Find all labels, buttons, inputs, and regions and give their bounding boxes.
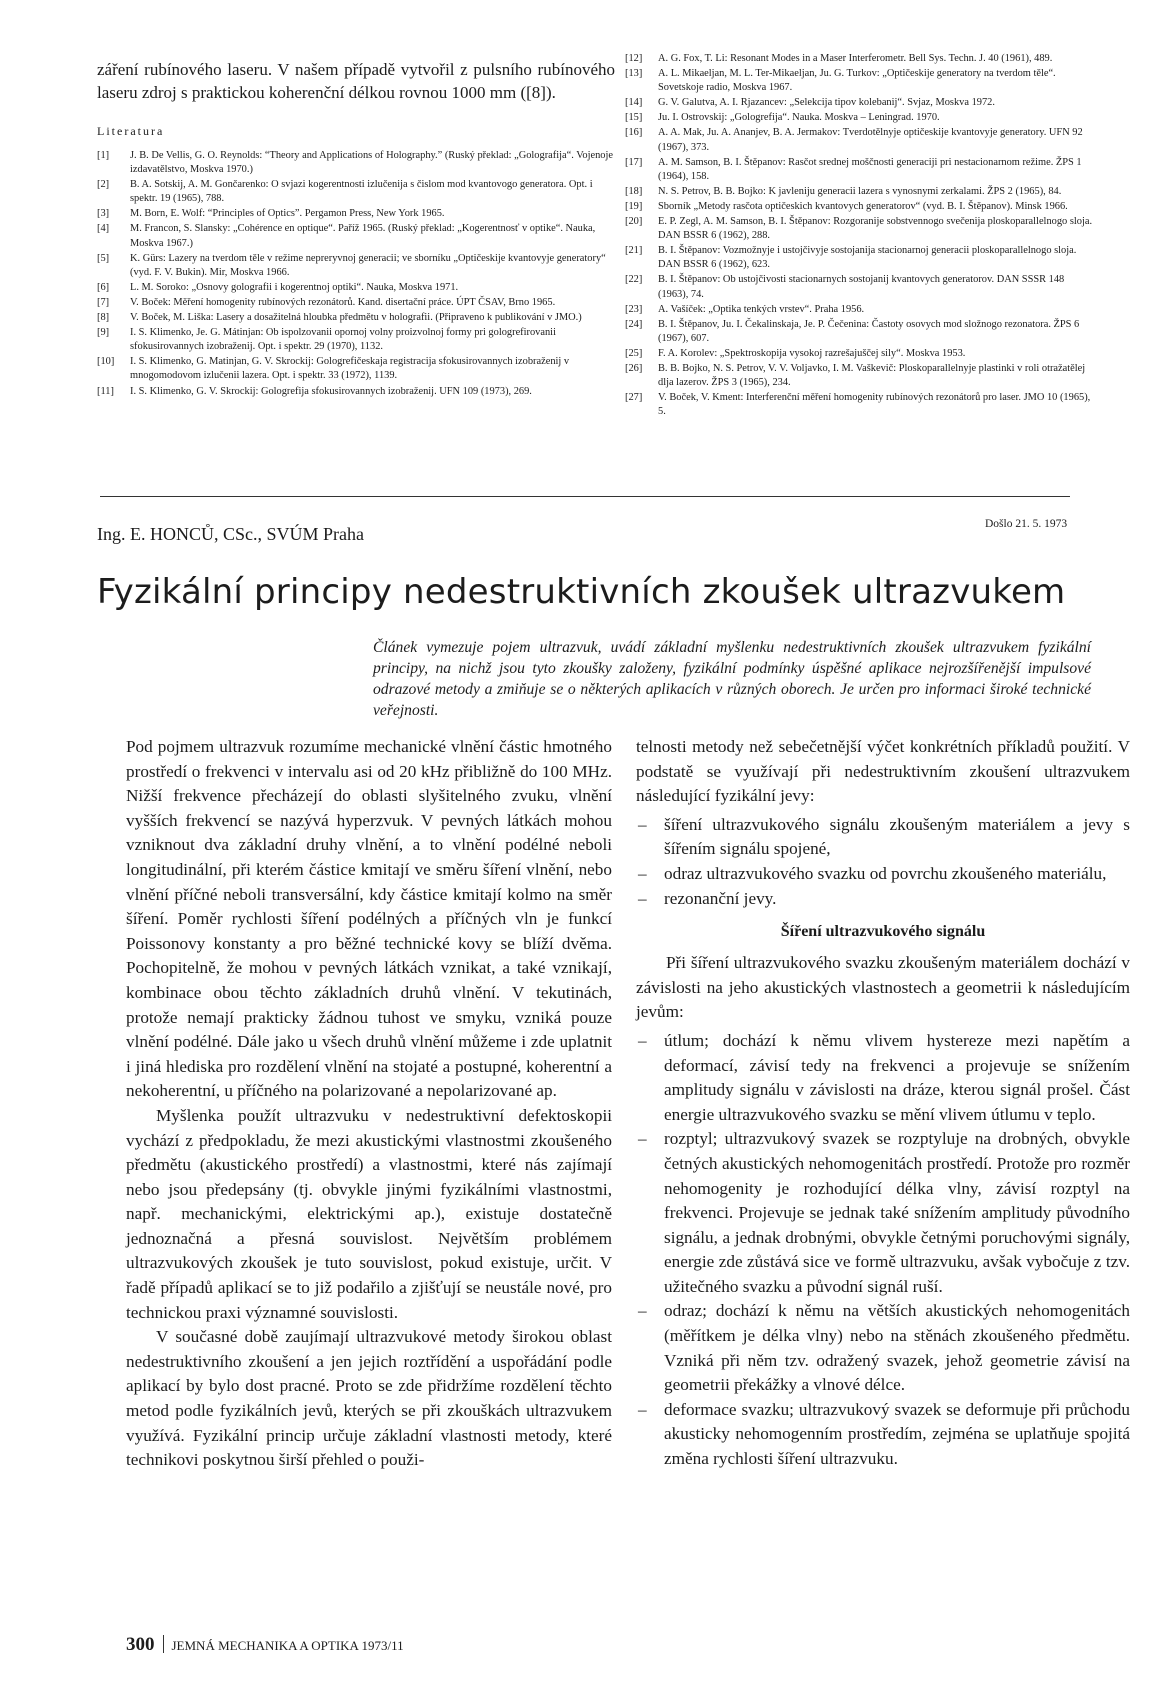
list-item	[636, 862, 1130, 887]
reference-item	[97, 296, 615, 310]
reference-text: V. Boček, V. Kment: Interferenční měření homogenity rubínových rezonátorů pro laser. JMO 10 (1965), 5.	[658, 392, 1091, 418]
reference-number: [4]	[97, 223, 110, 235]
reference-number: [8]	[97, 312, 110, 324]
reference-text: A. G. Fox, T. Li: Resonant Modes in a Maser Interferometr. Bell Sys. Techn. J. 40 (1961), 489.	[658, 53, 1053, 64]
reference-item	[625, 318, 1095, 346]
reference-item	[625, 244, 1095, 272]
page-footer	[126, 1634, 404, 1656]
reference-number: [9]	[97, 327, 110, 339]
reference-text: K. Gürs: Lazery na tverdom těle v režime nepreryvnoj generacii; ve sborníku „Optičeskije kvantovyje generatory“ (vyd. F. V. Bukin). Mir, Moskva 1966.	[130, 252, 606, 278]
footer-divider	[163, 1635, 164, 1653]
reference-item	[625, 362, 1095, 390]
bullet-dash: –	[638, 814, 647, 834]
reference-number: [10]	[97, 356, 115, 368]
reference-item	[625, 111, 1095, 125]
reference-item	[625, 156, 1095, 184]
body-paragraph: telnosti metody než sebečetnější výčet konkrétních příkladů použití. V podstatě se využívají při nedestruktivním zkoušení ultrazvukem následující fyzikální jevy:	[636, 737, 1130, 806]
page-number: 300	[126, 1634, 155, 1655]
bullet-dash: –	[638, 1301, 647, 1321]
reference-item	[625, 303, 1095, 317]
list-item-text: rozptyl; ultrazvukový svazek se rozptyluje na drobných, obvykle četných akustických nehomogenitách prostředí. Protože pro rozměr nehomogenity je rozhodující délka vlny, závisí rozptyl na frekvenci. Projevuje se jednak také snížením amplitudy původního signálu, a jednak drobnými, obvykle četnými poruchovými signály, energie zde zůstává sice ve formě ultrazvuku, avšak vybočuje z tzv. užitečného svazku a původní signál ruší.	[664, 1129, 1130, 1296]
reference-item	[97, 207, 615, 221]
reference-number: [18]	[625, 185, 643, 197]
reference-number: [7]	[97, 296, 110, 308]
body-paragraph: Pod pojmem ultrazvuk rozumíme mechanické vlnění částic hmotného prostředí o frekvenci v intervalu asi od 20 kHz přibližně do 100 MHz. Nižší frekvence přecházejí do oblasti slyšitelného zvuku, vlnění vyšších frekvencí se nazývá hyperzvuk. V pevných látkách mohou vzniknout dva základní druhy vlnění, a to vlnění podélné neboli longitudinální, při kterém částice kmitají ve směru šíření vlnění, nebo vlnění příčné neboli transversální, kdy částice kmitají kolmo na směr šíření. Poměr rychlosti šíření podélných a příčných vln je funkcí Poissonovy konstanty a pro běžné technické kovy se blíží dvěma. Pochopitelně, že mohou v pevných látkách vznikat, a také vznikají, kombinace obou těchto základních druhů vlnění. V tekutinách, protože nemají prakticky žádnou tuhost ve smyku, vzniká pouze vlnění podélné. Dále jako u všech druhů vlnění můžeme i zde uplatnit i jiná hlediska pro rozdělení vlnění na stojaté a postupné, koherentní a nekoherentní, u příčného na polarizované a nepolarizované ap.	[126, 737, 612, 1101]
body-paragraph: Myšlenka použít ultrazvuku v nedestruktivní defektoskopii vychází z předpokladu, že mezi akustickými vlastnostmi zkoušeného předmětu (akustického prostředí) a vlastnostmi, které nás zajímají nebo jsou předepsány (tj. obvykle jinými fyzikálními vlastnostmi, např. mechanickými, elektrickými ap.), existuje dostatečně jednoznačná a přesná souvislost. Největším problémem ultrazvukových zkoušek je tuto souvislost, pokud existuje, určit. V řadě případů aplikací se to již podařilo a zjišťují se neustále nové, pro technickou praxi významné souvislosti.	[126, 1105, 612, 1322]
list-item-text: odraz ultrazvukového svazku od povrchu zkoušeného materiálu,	[664, 863, 1107, 883]
literature-heading: Literatura	[97, 124, 165, 138]
reference-text: N. S. Petrov, B. B. Bojko: K javleniju generacii lazera s vynosnymi zerkalami. ŽPS 2 (1965), 84.	[658, 185, 1062, 197]
bullet-dash: –	[638, 1030, 647, 1050]
reference-text: B. A. Sotskij, A. M. Gončarenko: O svjazi kogerentnosti izlučenija s čislom mod kvantovogo generatora. Opt. i spektr. 19 (1965), 788.	[130, 179, 593, 205]
reference-text: V. Boček: Měření homogenity rubínových rezonátorů. Kand. disertační práce. ÚPT ČSAV, Brno 1965.	[130, 296, 556, 308]
received-date: Došlo 21. 5. 1973	[985, 518, 1068, 530]
phenomena-list	[636, 813, 1130, 911]
previous-article-text: záření rubínového laseru. V našem případě vytvořil z pulsního rubínového laseru zdroj s praktickou koherenční délkou rovnou 1000 mm ([8]).	[97, 60, 615, 102]
article-title: Fyzikální principy nedestruktivních zkoušek ultrazvukem	[97, 572, 1066, 612]
reference-text: E. P. Zegl, A. M. Samson, B. I. Štěpanov: Rozgoranije sobstvennogo svečenija ploskoparallelnogo sloja. DAN BSSR 6 (1962), 288.	[658, 216, 1093, 242]
references-column-right	[625, 52, 1095, 420]
reference-item	[97, 326, 615, 354]
reference-item	[625, 185, 1095, 199]
reference-text: V. Boček, M. Liška: Lasery a dosažitelná hloubka předmětu v holografii. (Připraveno k publikování v JMO.)	[130, 312, 582, 324]
references-list-left	[97, 149, 615, 399]
article-author: Ing. E. HONCŮ, CSc., SVÚM Praha	[97, 524, 364, 544]
reference-item	[625, 215, 1095, 243]
reference-number: [26]	[625, 362, 643, 374]
bullet-dash: –	[638, 863, 647, 883]
list-item-text: šíření ultrazvukového signálu zkoušeným materiálem a jevy s šířením signálu spojené,	[664, 814, 1130, 859]
bullet-dash: –	[638, 1399, 647, 1419]
reference-number: [15]	[625, 112, 643, 124]
reference-text: A. M. Samson, B. I. Štěpanov: Rasčot srednej moščnosti generaciji pri nestacionarnom režime. ŽPS 1 (1964), 158.	[658, 156, 1082, 182]
reference-item	[625, 391, 1095, 419]
list-item	[636, 1299, 1130, 1397]
bullet-dash: –	[638, 888, 647, 908]
body-paragraph: V současné době zaujímají ultrazvukové metody širokou oblast nedestruktivního zkoušení a jen jejich roztřídění a uspořádání podle aplikací by bylo dost pracné. Proto se zde přidržíme rozdělení těchto metod podle fyzikálních jevů, kterých se při zkouškách ultrazvukem využívá. Fyzikální princip určuje základní vlastnosti metody, které technikovi poskytnou širší přehled o použi-	[126, 1327, 612, 1470]
reference-text: Ju. I. Ostrovskij: „Gologrefija“. Nauka. Moskva – Leningrad. 1970.	[658, 112, 940, 124]
reference-number: [14]	[625, 97, 643, 109]
reference-text: B. I. Štěpanov: Vozmožnyje i ustojčivyje sostojanija stacionarnoj generacii ploskoparallelnogo sloja. DAN BSSR 6 (1962), 623.	[658, 245, 1077, 271]
journal-name: JEMNÁ MECHANIKA A OPTIKA 1973/11	[171, 1638, 404, 1653]
reference-item	[625, 200, 1095, 214]
reference-text: Sborník „Metody rasčota optičeskich kvantovych generatorov“ (vyd. B. I. Štěpanov). Minsk 1966.	[658, 200, 1068, 212]
reference-number: [11]	[97, 385, 114, 397]
reference-text: B. B. Bojko, N. S. Petrov, V. V. Voljavko, I. M. Vaškevič: Ploskoparallelnyje plastinki v roli otražatělej dlja lazerov. ŽPS 3 (1965), 234.	[658, 362, 1086, 389]
reference-text: I. S. Klimenko, G. Matinjan, G. V. Skrockij: Gologrefičeskaja registracija sfokusirovannych izobraženij v mnogomodovom izlučenii lazera. Opt. i spektr. 33 (1972), 1139.	[130, 356, 570, 382]
reference-number: [3]	[97, 208, 110, 220]
list-item	[636, 1127, 1130, 1299]
reference-item	[625, 347, 1095, 361]
reference-item	[97, 355, 615, 383]
reference-item	[97, 385, 615, 399]
list-item-text: rezonanční jevy.	[664, 888, 777, 908]
reference-number: [24]	[625, 318, 643, 330]
section-heading: Šíření ultrazvukového signálu	[780, 923, 986, 941]
body-column-right	[636, 735, 1130, 1472]
body-column-left	[126, 735, 612, 1473]
reference-number: [13]	[625, 68, 643, 80]
reference-number: [22]	[625, 274, 643, 286]
reference-item	[97, 281, 615, 295]
article-separator	[100, 496, 1070, 497]
reference-text: A. Vašíček: „Optika tenkých vrstev“. Praha 1956.	[658, 303, 865, 315]
reference-item	[625, 273, 1095, 301]
reference-number: [20]	[625, 216, 643, 228]
bullet-dash: –	[638, 1129, 647, 1149]
reference-item	[625, 126, 1095, 154]
reference-text: G. V. Galutva, A. I. Rjazancev: „Selekcija tipov kolebanij“. Svjaz, Moskva 1972.	[658, 97, 995, 109]
list-item	[636, 887, 1130, 912]
reference-item	[97, 149, 615, 177]
reference-item	[97, 252, 615, 280]
reference-item	[97, 222, 615, 250]
reference-item	[97, 311, 615, 325]
article-abstract: Článek vymezuje pojem ultrazvuk, uvádí základní myšlenku nedestruktivních zkoušek ultrazvukem fyzikální principy, na nichž jsou tyto zkoušky založeny, fyzikální podmínky úspěšné aplikace nejrozšířenější impulsové odrazové metody a zmiňuje se o některých aplikacích v různých oborech. Je určen pro informaci široké technické veřejnosti.	[373, 639, 1091, 719]
reference-number: [21]	[625, 245, 643, 257]
reference-number: [6]	[97, 281, 110, 293]
list-item-text: deformace svazku; ultrazvukový svazek se deformuje při průchodu akusticky nehomogenním prostředím, zejména se uplatňuje spojitá změna rychlosti šíření ultrazvuku.	[664, 1399, 1130, 1469]
reference-number: [1]	[97, 150, 110, 161]
reference-text: M. Born, E. Wolf: “Principles of Optics”. Pergamon Press, New York 1965.	[130, 208, 445, 220]
list-item-text: odraz; dochází k němu na větších akustických nehomogenitách (měřítkem je délka vlny) nebo na stěnách zkoušeného předmětu. Vzniká při něm tzv. odražený svazek, jehož geometrie závisí na geometrii překážky a vlnové délce.	[664, 1301, 1130, 1395]
reference-text: J. B. De Vellis, G. O. Reynolds: “Theory and Applications of Holography.” (Ruský překlad: „Golografija“. Vojenoje izdavatělstvo, Moskva 1970.)	[130, 150, 613, 176]
reference-text: A. L. Mikaeljan, M. L. Ter-Mikaeljan, Ju. G. Turkov: „Optičeskije generatory na tverdom těle“. Sovetskoje radio, Moskva 1967.	[658, 68, 1056, 94]
reference-text: I. S. Klimenko, G. V. Skrockij: Gologrefija sfokusirovannych izobraženij. UFN 109 (1973), 269.	[130, 385, 532, 397]
list-item	[636, 813, 1130, 862]
reference-text: A. A. Mak, Ju. A. Ananjev, B. A. Jermakov: Tverdotělnyje optičeskije kvantovyje generatory. UFN 92 (1967), 373.	[658, 127, 1083, 153]
reference-text: M. Francon, S. Slansky: „Cohérence en optique“. Paříž 1965. (Ruský překlad: „Kogerentnosť v optike“. Nauka, Moskva 1967.)	[130, 223, 596, 249]
reference-number: [12]	[625, 53, 643, 64]
previous-article-end	[97, 58, 615, 400]
reference-number: [25]	[625, 347, 643, 359]
list-item-text: útlum; dochází k němu vlivem hystereze mezi napětím a deformací, závisí tedy na frekvenci a projevuje se snížením amplitudy signálu v závislosti na dráze, kterou signál prošel. Část energie ultrazvukového svazku se mění vlivem útlumu v teplo.	[664, 1030, 1130, 1124]
reference-number: [17]	[625, 156, 643, 168]
reference-number: [16]	[625, 127, 643, 139]
list-item	[636, 1029, 1130, 1127]
list-item	[636, 1398, 1130, 1472]
reference-text: F. A. Korolev: „Spektroskopija vysokoj razrešajuščej sily“. Moskva 1953.	[658, 347, 966, 359]
reference-text: I. S. Klimenko, Je. G. Mátinjan: Ob ispolzovanii opornoj volny proizvolnoj formy pri gologrefirovanii sfokusirovannych izobraženij. Opt. i spektr. 29 (1970), 1132.	[130, 327, 556, 353]
reference-number: [23]	[625, 303, 643, 315]
reference-item	[625, 96, 1095, 110]
reference-item	[625, 52, 1095, 66]
effects-list	[636, 1029, 1130, 1472]
reference-text: B. I. Štěpanov: Ob ustojčivosti stacionarnych sostojanij kvantovych generatorov. DAN SSSR 148 (1963), 74.	[658, 274, 1065, 300]
reference-item	[625, 67, 1095, 95]
reference-text: L. M. Soroko: „Osnovy golografii i kogerentnoj optiki“. Nauka, Moskva 1971.	[130, 281, 459, 293]
reference-number: [27]	[625, 392, 643, 404]
references-list-right	[625, 52, 1095, 419]
reference-number: [5]	[97, 252, 110, 264]
reference-item	[97, 178, 615, 206]
reference-number: [19]	[625, 200, 643, 212]
reference-text: B. I. Štěpanov, Ju. I. Čekalinskaja, Je. P. Čečenina: Častoty osovych mod složnogo rezonatora. ŽPS 6 (1967), 607.	[658, 318, 1080, 344]
body-paragraph: Při šíření ultrazvukového svazku zkoušeným materiálem dochází v závislosti na jeho akustických vlastnostech a geometrii k následujícím jevům:	[636, 953, 1130, 1022]
reference-number: [2]	[97, 179, 110, 191]
